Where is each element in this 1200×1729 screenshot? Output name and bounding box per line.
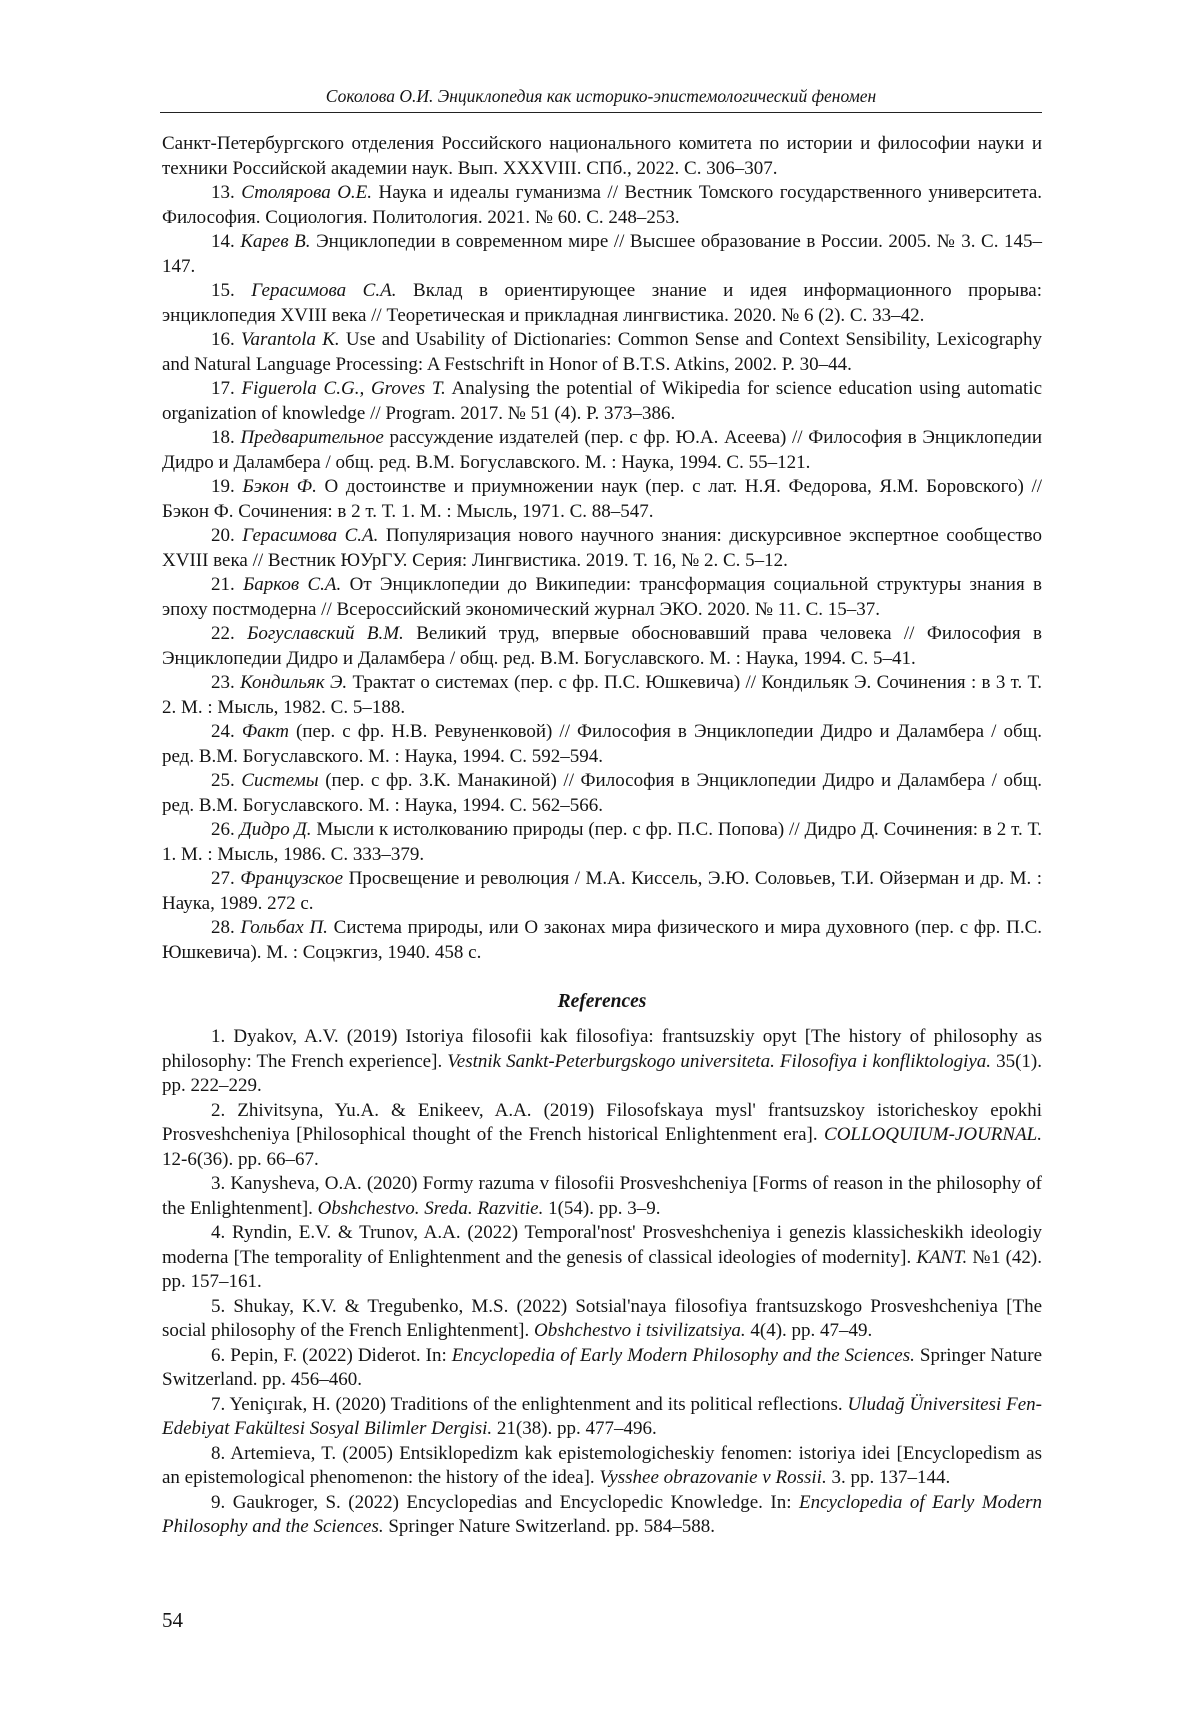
source-entry-16: 16. Varantola K. Use and Usability of Dictionaries: Common Sense and Context Sensibility, Lexicography and Natural Language Processing: A Festschrift in Honor of B.T.S. Atkins, 2002. P. 30–44. — [162, 329, 1043, 375]
source-entry-18: 18. Предварительное рассуждение издателей (пер. с фр. Ю.А. Асеева) // Философия в Энциклопедии Дидро и Даламбера / общ. ред. В.М. Богуславского. М. : Наука, 1994. С. 55–121. — [162, 427, 1042, 473]
source-entry-25: 25. Системы (пер. с фр. З.К. Манакиной) // Философия в Энциклопедии Дидро и Даламбера / общ. ред. В.М. Богуславского. М. : Наука, 1994. С. 562–566. — [162, 770, 1043, 816]
header-rule — [160, 112, 1042, 113]
reference-entry-1: 1. Dyakov, A.V. (2019) Istoriya filosofii kak filosofiya: frantsuzskiy opyt [The history of philosophy as philosophy: The French experience]. Vestnik Sankt-Peterburgskogo universiteta. Filosofiya i konfliktologiya. 35(1). pp. 222–229. — [162, 1026, 1043, 1096]
reference-entry-3: 3. Kanysheva, O.A. (2020) Formy razuma v filosofii Prosveshcheniya [Forms of reason in the philosophy of the Enlightenment]. Obshchestvo. Sreda. Razvitie. 1(54). pp. 3–9. — [162, 1173, 1043, 1219]
reference-entry-2: 2. Zhivitsyna, Yu.A. & Enikeev, A.A. (2019) Filosofskaya mysl' frantsuzskoy istoricheskoy epokhi Prosveshcheniya [Philosophical thought of the French historical Enlightenment era]. COLLOQUIUM-JOURNAL. 12-6(36). pp. 66–67. — [162, 1099, 1043, 1170]
document-body — [162, 132, 1042, 1540]
source-entry-22: 22. Богуславский В.М. Великий труд, впервые обосновавший права человека // Философия в Энциклопедии Дидро и Даламбера / общ. ред. В.М. Богуславского. М. : Наука, 1994. С. 5–41. — [162, 623, 1042, 669]
source-entry-21: 21. Барков С.А. От Энциклопедии до Википедии: трансформация социальной структуры знания в эпоху постмодерна // Всероссийский экономический журнал ЭКО. 2020. № 11. С. 15–37. — [162, 574, 1042, 620]
reference-entry-6: 6. Pepin, F. (2022) Diderot. In: Encyclopedia of Early Modern Philosophy and the Sciences. Springer Nature Switzerland. pp. 456–460. — [162, 1344, 1043, 1390]
source-entry-24: 24. Факт (пер. с фр. Н.В. Ревуненковой) // Философия в Энциклопедии Дидро и Даламбера / общ. ред. В.М. Богуславского. М. : Наука, 1994. С. 592–594. — [162, 721, 1043, 767]
source-continuation: Санкт-Петербургского отделения Российского национального комитета по истории и философии науки и техники Российской академии наук. Вып. XXXVIII. СПб., 2022. С. 306–307. — [162, 133, 1042, 179]
source-entry-13: 13. Столярова О.Е. Наука и идеалы гуманизма // Вестник Томского государственного университета. Философия. Социология. Политология. 2021. № 60. С. 248–253. — [162, 182, 1042, 228]
references-heading: References — [557, 991, 647, 1012]
source-entry-15: 15. Герасимова С.А. Вклад в ориентирующее знание и идея информационного прорыва: энциклопедия XVIII века // Теоретическая и прикладная лингвистика. 2020. № 6 (2). С. 33–42. — [162, 280, 1043, 326]
reference-entry-4: 4. Ryndin, E.V. & Trunov, A.A. (2022) Temporal'nost' Prosveshcheniya i genezis klassicheskikh ideologiy moderna [The temporality of Enlightenment and the genesis of classical ideologies of modernity]. KANT. №1 (42). pp. 157–161. — [162, 1222, 1043, 1292]
source-entry-26: 26. Дидро Д. Мысли к истолкованию природы (пер. с фр. П.С. Попова) // Дидро Д. Сочинения: в 2 т. Т. 1. М. : Мысль, 1986. С. 333–379. — [162, 819, 1042, 865]
source-entry-20: 20. Герасимова С.А. Популяризация нового научного знания: дискурсивное экспертное сообщество XVIII века // Вестник ЮУрГУ. Серия: Лингвистика. 2019. Т. 16, № 2. С. 5–12. — [162, 525, 1042, 571]
source-entry-28: 28. Гольбах П. Система природы, или О законах мира физического и мира духовного (пер. с фр. П.С. Юшкевича). М. : Соцэкгиз, 1940. 458 с. — [162, 917, 1043, 963]
reference-entry-7: 7. Yeniçırak, H. (2020) Traditions of the enlightenment and its political reflections. Uludağ Üniversitesi Fen-Edebiyat Fakültesi Sosyal Bilimler Dergisi. 21(38). pp. 477–496. — [162, 1393, 1043, 1439]
sources-list — [162, 181, 1042, 965]
source-entry-27: 27. Французское Просвещение и революция / М.А. Киссель, Э.Ю. Соловьев, Т.И. Ойзерман и др. М. : Наука, 1989. 272 с. — [162, 868, 1043, 914]
reference-entry-9: 9. Gaukroger, S. (2022) Encyclopedias and Encyclopedic Knowledge. In: Encyclopedia of Early Modern Philosophy and the Sciences. Springer Nature Switzerland. pp. 584–588. — [162, 1491, 1043, 1537]
references-list — [162, 1025, 1042, 1540]
source-entry-23: 23. Кондильяк Э. Трактат о системах (пер. с фр. П.С. Юшкевича) // Кондильяк Э. Сочинения : в 3 т. Т. 2. М. : Мысль, 1982. С. 5–188. — [162, 672, 1043, 718]
reference-entry-8: 8. Artemieva, T. (2005) Entsiklopedizm kak epistemologicheskiy fenomen: istoriya idei [Encyclopedism as an epistemological phenomenon: the history of the idea]. Vysshee obrazovanie v Rossii. 3. pp. 137–144. — [162, 1442, 1042, 1488]
page-number: 54 — [162, 1608, 183, 1632]
source-entry-17: 17. Figuerola C.G., Groves T. Analysing the potential of Wikipedia for science education using automatic organization of knowledge // Program. 2017. № 51 (4). P. 373–386. — [162, 378, 1042, 424]
source-entry-19: 19. Бэкон Ф. О достоинстве и приумножении наук (пер. с лат. Н.Я. Федорова, Я.М. Боровского) // Бэкон Ф. Сочинения: в 2 т. Т. 1. М. : Мысль, 1971. С. 88–547. — [162, 476, 1043, 522]
reference-entry-5: 5. Shukay, K.V. & Tregubenko, M.S. (2022) Sotsial'naya filosofiya frantsuzskogo Prosveshcheniya [The social philosophy of the French Enlightenment]. Obshchestvo i tsivilizatsiya. 4(4). pp. 47–49. — [162, 1295, 1042, 1341]
running-header: Соколова О.И. Энциклопедия как историко-эпистемологический феномен — [325, 86, 877, 106]
source-entry-14: 14. Карев В. Энциклопедии в современном мире // Высшее образование в России. 2005. № 3. С. 145–147. — [162, 231, 1043, 277]
